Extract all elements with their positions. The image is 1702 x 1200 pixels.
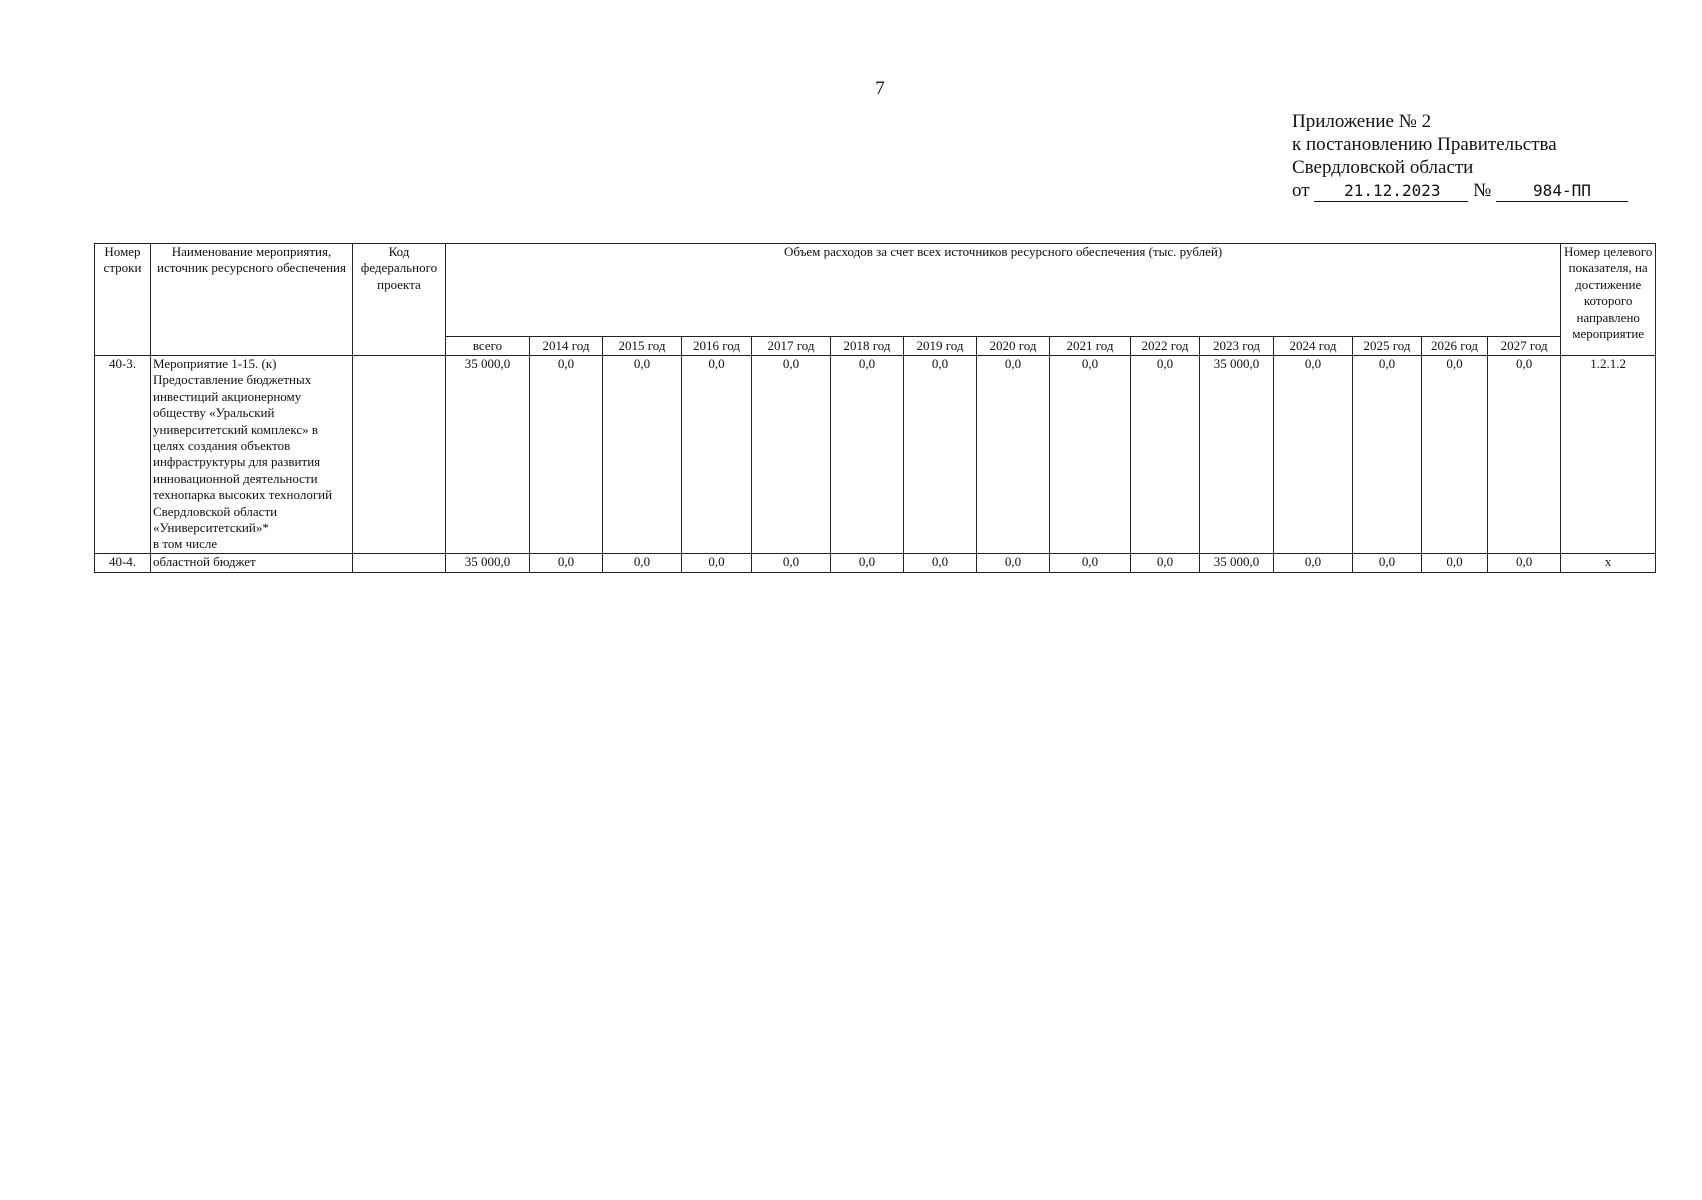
appendix-date-number-line (1292, 179, 1652, 202)
row-target-indicator: x (1561, 553, 1656, 572)
header-year: 2017 год (752, 337, 831, 356)
page-number: 7 (875, 78, 885, 99)
header-total: всего (446, 337, 530, 356)
row-year-value: 0,0 (530, 356, 603, 554)
row-year-value: 0,0 (977, 553, 1050, 572)
row-year-value: 0,0 (603, 356, 682, 554)
row-year-value: 0,0 (1050, 356, 1131, 554)
row-year-value: 0,0 (904, 356, 977, 554)
row-target-indicator: 1.2.1.2 (1561, 356, 1656, 554)
row-year-value: 0,0 (1488, 356, 1561, 554)
row-year-value: 0,0 (1353, 553, 1422, 572)
header-expense-volume: Объем расходов за счет всех источников ресурсного обеспечения (тыс. рублей) (446, 244, 1561, 337)
row-number: 40-3. (95, 356, 151, 554)
header-target-indicator: Номер целевого показателя, на достижение которого направлено мероприятие (1561, 244, 1656, 356)
header-row-number: Номер строки (95, 244, 151, 356)
row-total: 35 000,0 (446, 553, 530, 572)
header-year: 2024 год (1274, 337, 1353, 356)
row-year-value: 0,0 (1274, 356, 1353, 554)
appendix-resolution: к постановлению Правительства (1292, 134, 1557, 155)
from-label: от (1292, 180, 1310, 201)
row-name: Мероприятие 1-15. (к) Предоставление бюджетных инвестиций акционерному обществу «Уральский университетский комплекс» в целях создания объектов инфраструктуры для развития инновационной деятельности технопарка высоких технологий Свердловской области «Университетский»* в том числе (151, 356, 353, 554)
row-federal-project-code (353, 553, 446, 572)
row-year-value: 0,0 (682, 553, 752, 572)
header-year: 2018 год (831, 337, 904, 356)
header-year: 2022 год (1131, 337, 1200, 356)
row-year-value: 0,0 (752, 553, 831, 572)
header-federal-project-code: Код федерального проекта (353, 244, 446, 356)
row-total: 35 000,0 (446, 356, 530, 554)
row-year-value: 0,0 (1274, 553, 1353, 572)
appendix-header (1292, 110, 1652, 202)
row-year-value: 0,0 (752, 356, 831, 554)
row-year-value: 35 000,0 (1200, 553, 1274, 572)
header-name: Наименование мероприятия, источник ресурсного обеспечения (151, 244, 353, 356)
row-year-value: 35 000,0 (1200, 356, 1274, 554)
row-year-value: 0,0 (1050, 553, 1131, 572)
header-year: 2026 год (1422, 337, 1488, 356)
row-year-value: 0,0 (831, 356, 904, 554)
row-year-value: 0,0 (603, 553, 682, 572)
row-year-value: 0,0 (1422, 553, 1488, 572)
number-label: № (1473, 180, 1492, 201)
row-year-value: 0,0 (977, 356, 1050, 554)
row-year-value: 0,0 (1353, 356, 1422, 554)
header-year: 2016 год (682, 337, 752, 356)
table-row (95, 553, 1656, 572)
header-year: 2025 год (1353, 337, 1422, 356)
row-year-value: 0,0 (1488, 553, 1561, 572)
row-year-value: 0,0 (1131, 356, 1200, 554)
header-year: 2023 год (1200, 337, 1274, 356)
row-year-value: 0,0 (1131, 553, 1200, 572)
resolution-number: 984-ПП (1496, 181, 1628, 202)
row-federal-project-code (353, 356, 446, 554)
budget-table (94, 243, 1656, 573)
header-year: 2019 год (904, 337, 977, 356)
header-year: 2014 год (530, 337, 603, 356)
appendix-region: Свердловской области (1292, 157, 1474, 178)
row-year-value: 0,0 (904, 553, 977, 572)
row-year-value: 0,0 (682, 356, 752, 554)
header-year: 2015 год (603, 337, 682, 356)
row-year-value: 0,0 (1422, 356, 1488, 554)
header-year: 2021 год (1050, 337, 1131, 356)
row-year-value: 0,0 (831, 553, 904, 572)
table-row (95, 356, 1656, 554)
row-number: 40-4. (95, 553, 151, 572)
header-year: 2020 год (977, 337, 1050, 356)
header-year: 2027 год (1488, 337, 1561, 356)
row-year-value: 0,0 (530, 553, 603, 572)
appendix-title: Приложение № 2 (1292, 111, 1432, 132)
row-name: областной бюджет (151, 553, 353, 572)
resolution-date: 21.12.2023 (1314, 181, 1468, 202)
